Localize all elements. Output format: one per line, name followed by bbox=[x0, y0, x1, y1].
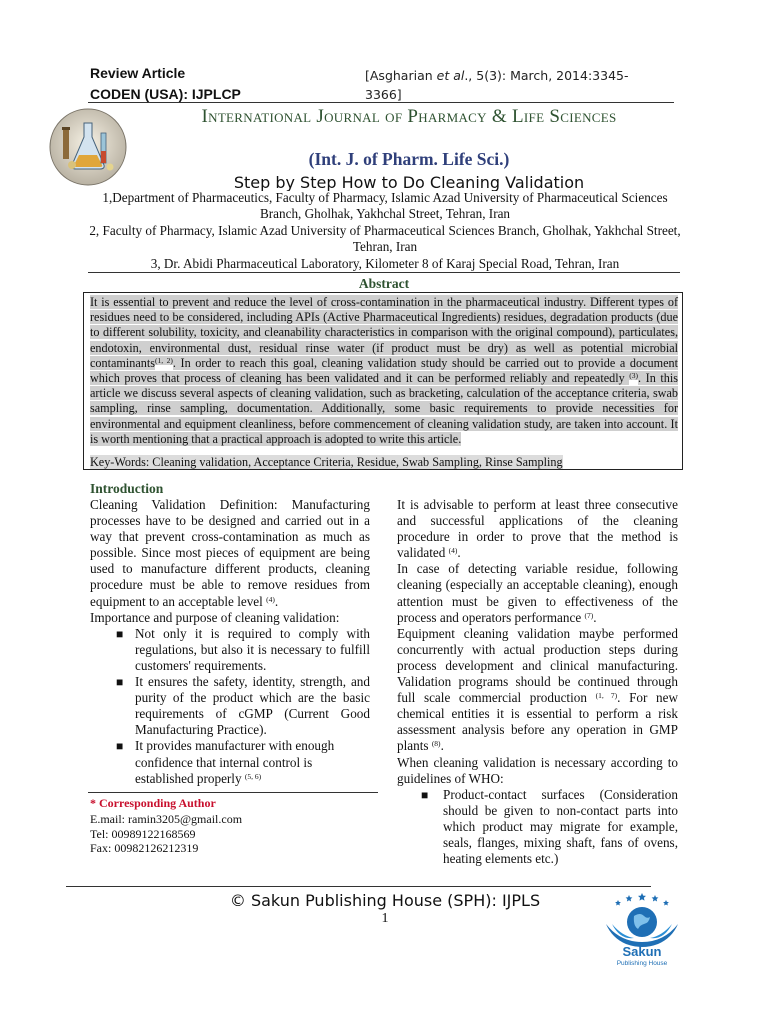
keywords: Key-Words: Cleaning validation, Acceptance Criteria, Residue, Swab Sampling, Rinse Sampling bbox=[90, 455, 563, 469]
left-column bbox=[90, 497, 370, 787]
validation-paragraph: It is advisable to perform at least three consecutive and successful applications of the cleaning procedure in order to prove that the method is validated $^{(4)}$. bbox=[397, 497, 678, 561]
list-item: ■ Not only it is required to comply with regulations, but also it is necessary to fulfill customers' requirements. bbox=[116, 625, 370, 673]
square-bullet-icon: ■ bbox=[116, 739, 124, 754]
corresponding-email: E.mail: ramin3205@gmail.com bbox=[90, 812, 243, 826]
corresponding-fax: Fax: 00982126212319 bbox=[90, 841, 199, 856]
review-type-label: Review Article bbox=[90, 65, 186, 81]
journal-short-title: (Int. J. of Pharm. Life Sci.) bbox=[308, 149, 510, 169]
abstract-text: It is essential to prevent and reduce the level of cross-contamination in the pharmaceutical industry. Different types of residues need to be considered, including APIs (Active Pharmaceutical Ingredients) residues, degradation products (due to different solubility, toxicity, and cleanability characteristics in comparison with the original compound), particulates, endotoxin, environmental dust, residual rinse water (if product must be dry) as well as potential microbial contaminants$^{(1, 2)}$. In order to reach this goal, cleaning validation study should be carried out to provide a document which proves that process of cleaning has been validated and it can be performed reliably and repeatedly $^{(3)}$. In this article we discuss several aspects of cleaning validation, such as bracketing, calculation of the acceptance criteria, swab sampling, rinse sampling, documentation. Additionally, some basic requirements to provide necessities for environmental and equipment cleanliness, before commencement of cleaning validation study, are taken into account. It is worth mentioning that a practical approach is adopted to write this article. bbox=[90, 295, 678, 446]
abstract-box bbox=[83, 292, 683, 470]
svg-text:Sakun: Sakun bbox=[622, 944, 662, 959]
corresponding-tel: Tel: 00989122168569 bbox=[90, 826, 196, 841]
citation: [Asgharian et al., 5(3): March, 2014:3345-3366] bbox=[365, 68, 629, 102]
coden-label: CODEN (USA): IJPLCP bbox=[90, 86, 241, 102]
square-bullet-icon: ■ bbox=[116, 675, 124, 690]
corresponding-author-heading: * Corresponding Author bbox=[90, 796, 216, 810]
sakun-publishing-logo-icon bbox=[592, 890, 692, 970]
affiliation-3: 3, Dr. Abidi Pharmaceutical Laboratory, Kilometer 8 of Karaj Special Road, Tehran, Iran bbox=[150, 255, 620, 271]
purpose-paragraph: Importance and purpose of cleaning validation: bbox=[90, 609, 340, 625]
article-title: Step by Step How to Do Cleaning Validation bbox=[233, 173, 585, 191]
header-rule bbox=[88, 102, 674, 103]
intro-paragraph: Cleaning Validation Definition: Manufacturing processes have to be designed and carried out in a way that prevent cross-contamination as much as possible. Since most pieces of equipment are being used to manufacture different products, cleaning procedure must be able to remove residues from equipment to an acceptable level $^{(4)}$. bbox=[90, 497, 370, 609]
footer-publisher: © Sakun Publishing House (SPH): IJPLS bbox=[229, 891, 541, 910]
residue-paragraph: In case of detecting variable residue, following cleaning (especially an acceptable cleaning), enough attention must be given to effectiveness of the process and operators performance $^{(7)}$. bbox=[397, 561, 678, 625]
affiliation-2: 2, Faculty of Pharmacy, Islamic Azad University of Pharmaceutical Sciences Branch, Gholhak, Yakhchal Street, Tehran, Iran bbox=[89, 222, 681, 255]
list-item: ■ It provides manufacturer with enough confidence that internal control is established properly $^{(5, 6)}$ bbox=[116, 738, 335, 786]
list-item: ■ Product-contact surfaces (Consideration should be given to non-contact parts into which product may migrate for example, seals, flanges, mixing shaft, fans of ovens, heating elements etc.) bbox=[421, 786, 678, 867]
page-number: 1 bbox=[381, 911, 389, 926]
journal-logo-icon bbox=[48, 107, 128, 187]
equipment-paragraph: Equipment cleaning validation maybe performed concurrently with actual production steps during process development and clinical manufacturing. Validation programs should be continued through full scale commercial production $^{(1, 7)}$. For new chemical entities it is essential to perform a risk assessment analysis before any operation in GMP plants $^{(8)}$. bbox=[397, 625, 679, 754]
abstract-heading: Abstract bbox=[358, 276, 410, 291]
purpose-list bbox=[90, 626, 370, 787]
footer-rule bbox=[66, 886, 651, 887]
abstract-rule bbox=[88, 272, 680, 273]
list-item: ■ It ensures the safety, identity, strength, and purity of the product which are the basic requirements of cGMP (Current Good Manufacturing Practice). bbox=[116, 674, 370, 738]
journal-title: International Journal of Pharmacy & Life Sciences bbox=[201, 106, 617, 127]
who-paragraph: When cleaning validation is necessary according to guidelines of WHO: bbox=[397, 754, 678, 786]
square-bullet-icon: ■ bbox=[116, 626, 124, 641]
affiliation-1: 1,Department of Pharmaceutics, Faculty of Pharmacy, Islamic Azad University of Pharmaceutical Sciences Branch, Gholhak, Yakhchal Street, Tehran, Iran bbox=[102, 190, 668, 222]
who-list bbox=[397, 787, 678, 867]
footnote-rule bbox=[88, 792, 378, 793]
square-bullet-icon: ■ bbox=[421, 787, 429, 802]
svg-text:Publishing House: Publishing House bbox=[616, 960, 668, 967]
introduction-heading: Introduction bbox=[90, 481, 164, 496]
affiliations bbox=[88, 190, 682, 272]
right-column bbox=[397, 497, 678, 867]
corresponding-author-details bbox=[90, 812, 242, 856]
